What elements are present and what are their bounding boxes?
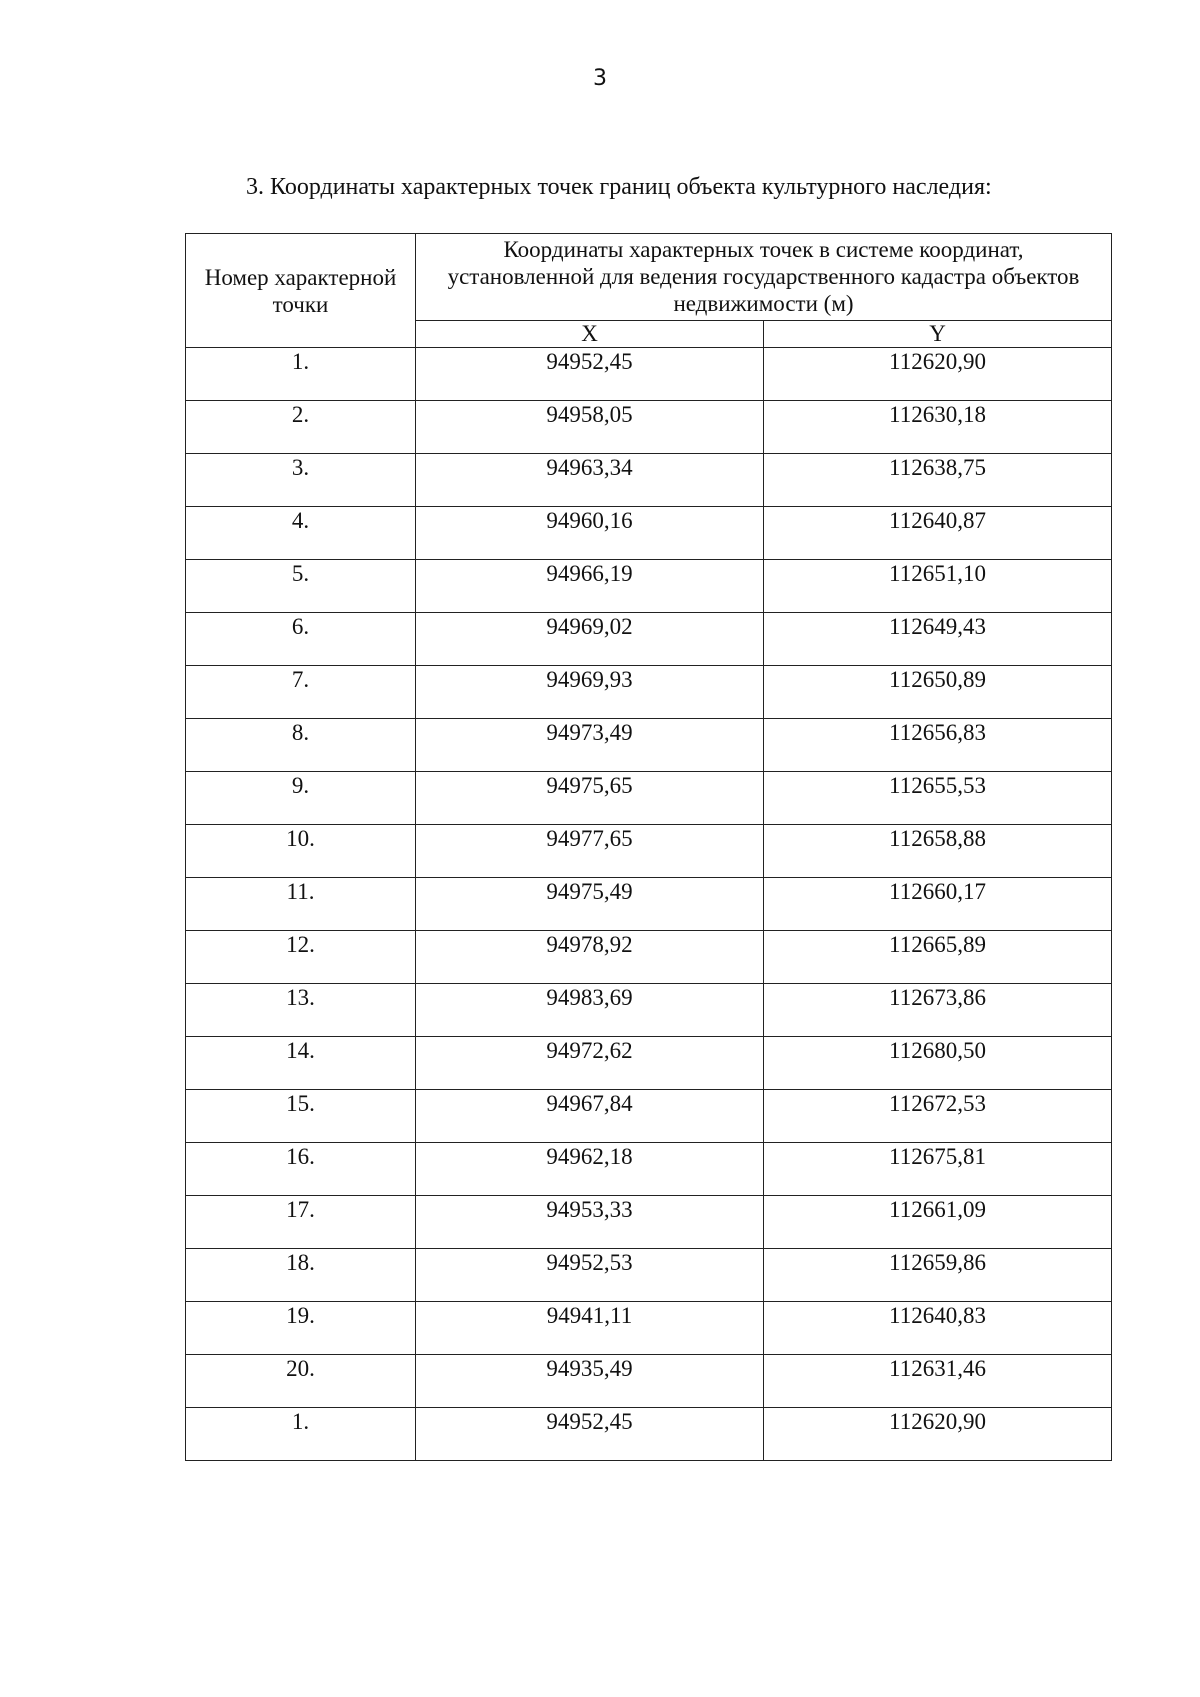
y-coordinate-cell: 112661,09	[764, 1196, 1112, 1249]
y-coordinate-cell: 112620,90	[764, 348, 1112, 401]
point-number-cell: 14.	[186, 1037, 416, 1090]
point-number-cell: 15.	[186, 1090, 416, 1143]
x-coordinate-cell: 94941,11	[416, 1302, 764, 1355]
y-coordinate-cell: 112638,75	[764, 454, 1112, 507]
table-row	[186, 772, 1112, 825]
x-coordinate-cell: 94969,02	[416, 613, 764, 666]
x-coordinate-cell: 94952,45	[416, 348, 764, 401]
y-coordinate-cell: 112656,83	[764, 719, 1112, 772]
point-number-header-line2: точки	[272, 291, 329, 317]
table-row	[186, 878, 1112, 931]
y-coordinate-cell: 112650,89	[764, 666, 1112, 719]
table-header-row	[186, 234, 1112, 321]
y-coordinate-cell: 112640,87	[764, 507, 1112, 560]
table-row	[186, 1143, 1112, 1196]
point-number-cell: 8.	[186, 719, 416, 772]
point-number-cell: 9.	[186, 772, 416, 825]
x-coordinate-cell: 94972,62	[416, 1037, 764, 1090]
x-coordinate-cell: 94952,45	[416, 1408, 764, 1461]
y-coordinate-cell: 112631,46	[764, 1355, 1112, 1408]
x-coordinate-cell: 94978,92	[416, 931, 764, 984]
table-row	[186, 348, 1112, 401]
table-row	[186, 1302, 1112, 1355]
table-row	[186, 401, 1112, 454]
y-coordinate-cell: 112660,17	[764, 878, 1112, 931]
x-coordinate-cell: 94967,84	[416, 1090, 764, 1143]
x-axis-header: X	[416, 321, 764, 348]
point-number-cell: 12.	[186, 931, 416, 984]
y-coordinate-cell: 112630,18	[764, 401, 1112, 454]
x-coordinate-cell: 94960,16	[416, 507, 764, 560]
coordinate-system-header-line3: недвижимости (м)	[673, 291, 854, 316]
coordinate-system-header	[416, 234, 1112, 321]
coordinates-table	[185, 233, 1112, 1461]
coordinate-system-header-line1: Координаты характерных точек в системе координат,	[503, 237, 1024, 262]
point-number-cell: 2.	[186, 401, 416, 454]
y-coordinate-cell: 112675,81	[764, 1143, 1112, 1196]
point-number-cell: 11.	[186, 878, 416, 931]
point-number-cell: 20.	[186, 1355, 416, 1408]
table-row	[186, 1196, 1112, 1249]
x-coordinate-cell: 94975,49	[416, 878, 764, 931]
table-row	[186, 1408, 1112, 1461]
y-coordinate-cell: 112659,86	[764, 1249, 1112, 1302]
point-number-cell: 3.	[186, 454, 416, 507]
table-row	[186, 1355, 1112, 1408]
section-heading: 3. Координаты характерных точек границ объекта культурного наследия:	[246, 174, 992, 200]
point-number-cell: 13.	[186, 984, 416, 1037]
point-number-cell: 16.	[186, 1143, 416, 1196]
x-coordinate-cell: 94962,18	[416, 1143, 764, 1196]
x-coordinate-cell: 94966,19	[416, 560, 764, 613]
table-row	[186, 1249, 1112, 1302]
x-coordinate-cell: 94958,05	[416, 401, 764, 454]
table-row	[186, 507, 1112, 560]
point-number-cell: 18.	[186, 1249, 416, 1302]
y-coordinate-cell: 112658,88	[764, 825, 1112, 878]
x-coordinate-cell: 94935,49	[416, 1355, 764, 1408]
point-number-header-line1: Номер характерной	[204, 264, 397, 290]
x-coordinate-cell: 94973,49	[416, 719, 764, 772]
point-number-cell: 6.	[186, 613, 416, 666]
x-coordinate-cell: 94977,65	[416, 825, 764, 878]
point-number-cell: 17.	[186, 1196, 416, 1249]
table-row	[186, 1037, 1112, 1090]
x-coordinate-cell: 94963,34	[416, 454, 764, 507]
y-coordinate-cell: 112680,50	[764, 1037, 1112, 1090]
point-number-cell: 10.	[186, 825, 416, 878]
point-number-cell: 5.	[186, 560, 416, 613]
y-coordinate-cell: 112649,43	[764, 613, 1112, 666]
x-coordinate-cell: 94969,93	[416, 666, 764, 719]
y-coordinate-cell: 112655,53	[764, 772, 1112, 825]
coordinate-system-header-line2: установленной для ведения государственного кадастра объектов	[447, 264, 1080, 289]
y-coordinate-cell: 112640,83	[764, 1302, 1112, 1355]
table-row	[186, 613, 1112, 666]
point-number-cell: 4.	[186, 507, 416, 560]
point-number-cell: 1.	[186, 1408, 416, 1461]
point-number-cell: 1.	[186, 348, 416, 401]
coordinates-table-body	[186, 348, 1112, 1461]
x-coordinate-cell: 94952,53	[416, 1249, 764, 1302]
table-row	[186, 825, 1112, 878]
point-number-cell: 19.	[186, 1302, 416, 1355]
table-row	[186, 666, 1112, 719]
table-row	[186, 1090, 1112, 1143]
y-coordinate-cell: 112672,53	[764, 1090, 1112, 1143]
y-coordinate-cell: 112620,90	[764, 1408, 1112, 1461]
x-coordinate-cell: 94953,33	[416, 1196, 764, 1249]
table-row	[186, 719, 1112, 772]
x-coordinate-cell: 94983,69	[416, 984, 764, 1037]
y-axis-header: Y	[764, 321, 1112, 348]
y-coordinate-cell: 112651,10	[764, 560, 1112, 613]
point-number-cell: 7.	[186, 666, 416, 719]
point-number-header	[186, 234, 416, 348]
table-row	[186, 454, 1112, 507]
table-row	[186, 984, 1112, 1037]
y-coordinate-cell: 112673,86	[764, 984, 1112, 1037]
table-row	[186, 560, 1112, 613]
page-number: 3	[593, 66, 607, 91]
x-coordinate-cell: 94975,65	[416, 772, 764, 825]
table-row	[186, 931, 1112, 984]
y-coordinate-cell: 112665,89	[764, 931, 1112, 984]
